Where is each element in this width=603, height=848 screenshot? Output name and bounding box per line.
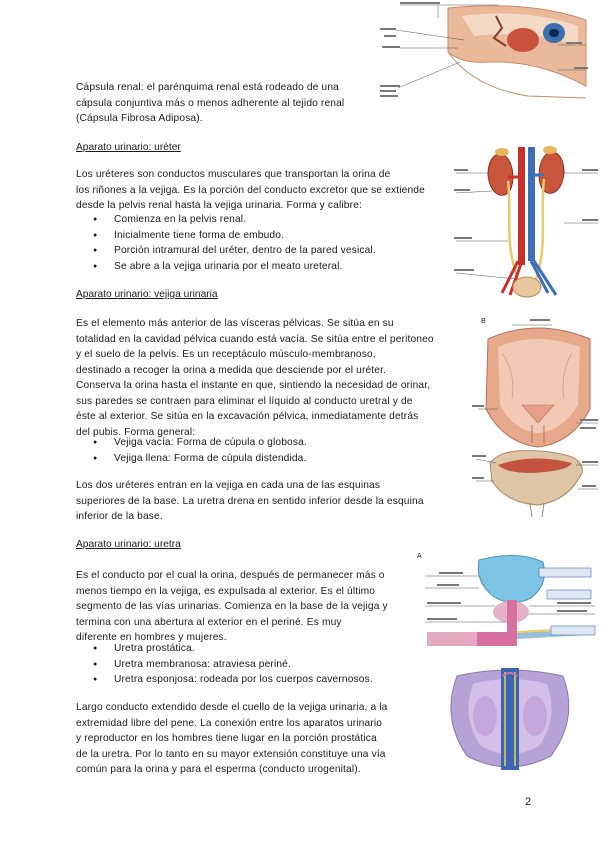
list-item: ● Vejiga vacía: Forma de cúpula o globosa. <box>76 435 307 451</box>
uretra-paragraph-2 <box>76 700 388 778</box>
text-line: destinado a recoger la orina a medida que desciende por el uréter. <box>76 364 387 376</box>
text-line: éste al exterior. Se sitúa en la excavación pélvica, inmediatamente detrás <box>76 411 419 422</box>
text-line: diferente en hombres y mujeres. <box>76 632 227 643</box>
ureter-heading: Aparato urinario: uréter <box>76 142 181 153</box>
text-line: común para la orina y para el esperma (conducto urogenital). <box>76 764 361 775</box>
urethra-figure <box>417 548 602 780</box>
vejiga-heading: Aparato urinario: vejiga urinaria <box>76 289 218 300</box>
list-item: ● Uretra esponjosa: rodeada por los cuerpos cavernosos. <box>76 672 373 688</box>
text-line: superiores de la base. La uretra drena en sentido inferior desde la esquina <box>76 495 424 507</box>
capsula-paragraph <box>76 80 344 127</box>
list-item: ● Porción intramural del uréter, dentro de la pared vesical. <box>76 243 376 259</box>
text-line: inferior de la base. <box>76 511 163 522</box>
bladder-figure <box>472 313 602 519</box>
ureter-bullet-list <box>76 212 376 274</box>
list-item: ● Inicialmente tiene forma de embudo. <box>76 228 376 244</box>
uretra-bullet-list <box>76 641 373 688</box>
text-line: los riñones a la vejiga. Es la porción del conducto excretor que se extiende <box>76 184 425 196</box>
text-line: Conserva la orina hasta el instante en que, sintiendo la necesidad de orinar, <box>76 380 431 391</box>
text-line: menos tiempo en la vejiga, es expulsada al exterior. Es el último <box>76 585 376 597</box>
list-item: ● Uretra prostática. <box>76 641 373 657</box>
page-number: 2 <box>525 796 532 808</box>
list-item: ● Uretra membranosa: atraviesa periné. <box>76 657 373 673</box>
text-line: desde la pelvis renal hasta la vejiga urinaria. Forma y calibre: <box>76 200 362 211</box>
uretra-heading: Aparato urinario: uretra <box>76 539 181 550</box>
figure-letter-b: B <box>481 318 486 325</box>
text-line: (Cápsula Fibrosa Adiposa). <box>76 113 203 124</box>
text-line: y el suelo de la pelvis. Es un receptáculo músculo-membranoso, <box>76 349 376 360</box>
ureter-paragraph <box>76 167 425 214</box>
urinary-tract-figure <box>452 143 602 301</box>
text-line: termina con una abertura al exterior en el periné. Es muy <box>76 616 342 628</box>
text-line: del pubis. Forma general: <box>76 426 196 438</box>
figure-letter-a: A <box>417 553 422 560</box>
text-line: extremidad libre del pene. La conexión entre los aparatos urinario <box>76 717 383 729</box>
text-line: Los uréteres son conductos musculares que transportan la orina de <box>76 169 391 180</box>
text-line: Es el elemento más anterior de las vísceras pélvicas. Se sitúa en su <box>76 318 394 329</box>
vejiga-paragraph <box>76 316 434 440</box>
list-item: ● Vejiga llena: Forma de cúpula distendida. <box>76 451 307 467</box>
text-line: Largo conducto extendido desde el cuello de la vejiga urinaria, a la <box>76 702 388 713</box>
text-line: segmento de las vías urinarias. Comienza en la base de la vejiga y <box>76 601 388 612</box>
text-line: y reproductor en los hombres tiene lugar en la porción prostática <box>76 733 377 744</box>
text-line: totalidad en la cavidad pélvica cuando está vacía. Se sitúa entre el peritoneo <box>76 333 434 345</box>
uretra-paragraph <box>76 568 388 646</box>
text-line: Los dos uréteres entran en la vejiga en cada una de las esquinas <box>76 480 381 491</box>
list-item: ● Comienza en la pelvis renal. <box>76 212 376 228</box>
text-line: cápsula conjuntiva más o menos adherente al tejido renal <box>76 97 345 109</box>
text-line: sus paredes se contraen para eliminar el líquido al conducto uretral y de <box>76 395 413 407</box>
text-line: de la uretra. Por lo tanto en su mayor extensión constituye una vía <box>76 748 386 760</box>
kidney-cross-section-figure <box>378 0 602 110</box>
vejiga-paragraph-2 <box>76 478 424 525</box>
text-line: Cápsula renal: el parénquima renal está rodeado de una <box>76 82 339 93</box>
vejiga-bullet-list <box>76 435 307 466</box>
text-line: Es el conducto por el cual la orina, después de permanecer más o <box>76 570 385 581</box>
list-item: ● Se abre a la vejiga urinaria por el meato ureteral. <box>76 259 376 275</box>
